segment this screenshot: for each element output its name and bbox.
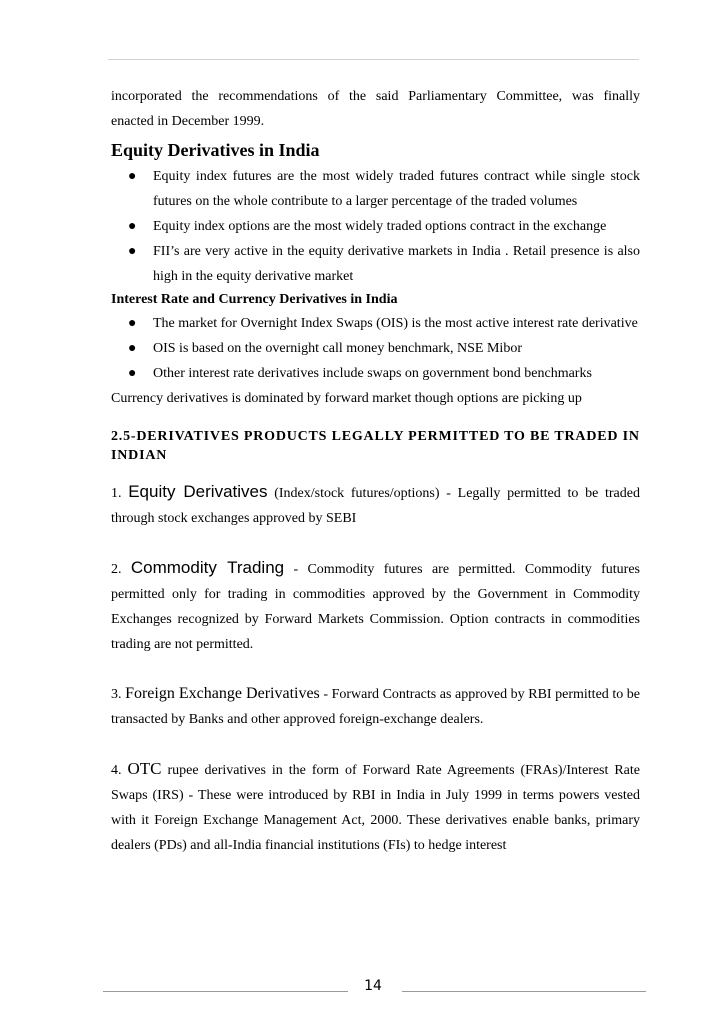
section-2-5-heading: 2.5-DERIVATIVES PRODUCTS LEGALLY PERMITTED TO BE TRADED IN INDIAN	[111, 429, 640, 463]
item-title: Commodity Trading	[130, 558, 285, 577]
item-body: rupee derivatives in the form of Forward Rate Agreements (FRAs)/Interest Rate Swaps (IRS) - These were introduced by RBI in India in July 1999 in terms powers vested with it Foreign Exchange Management Act, 2000. These derivatives enable banks, primary dealers (PDs) and all-India financial institutions (FIs) to hedge interest	[111, 763, 640, 853]
page-footer	[0, 976, 728, 1006]
item-forex	[111, 681, 640, 732]
item-number: 4.	[111, 763, 122, 778]
item-title: Equity Derivatives	[128, 482, 268, 501]
item-equity	[111, 479, 640, 531]
footer-rule-left	[103, 991, 348, 992]
item-body: - Commodity futures are permitted. Commodity futures permitted only for trading in commodities approved by the Government in Commodity Exchanges recognized by Forward Markets Commission. Option contracts in commodities trading are not permitted.	[111, 562, 641, 652]
bullet-icon: ●	[128, 341, 137, 356]
bullet-icon: ●	[128, 244, 137, 259]
intro-line-2: enacted in December 1999.	[111, 114, 265, 129]
item-title: OTC	[127, 759, 162, 778]
bullet-icon: ●	[128, 169, 137, 184]
item-title: Foreign Exchange Derivatives	[125, 685, 320, 702]
item-body: - Forward Contracts as approved by RBI permitted to be transacted by Banks and other approved foreign-exchange dealers.	[111, 687, 641, 727]
item-number: 3.	[111, 687, 122, 702]
bullet-icon: ●	[128, 366, 137, 381]
interest-heading: Interest Rate and Currency Derivatives in India	[111, 292, 398, 307]
equity-bullet-list	[111, 164, 640, 289]
item-body: (Index/stock futures/options) - Legally permitted to be traded through stock exchanges approved by SEBI	[111, 486, 640, 526]
footer-rule-right	[402, 991, 646, 992]
page-content	[111, 84, 640, 858]
list-item: ● OIS is based on the overnight call money benchmark, NSE Mibor	[111, 336, 640, 361]
list-item: ● Equity index options are the most widely traded options contract in the exchange	[111, 214, 640, 239]
intro-line-1: incorporated the recommendations of the said Parliamentary Committee, was finally	[111, 89, 640, 104]
item-commodity	[111, 555, 640, 657]
list-item: ● Other interest rate derivatives include swaps on government bond benchmarks	[111, 361, 640, 386]
item-otc	[111, 756, 640, 858]
item-number: 1.	[111, 486, 122, 501]
bullet-icon: ●	[128, 219, 137, 234]
bullet-icon: ●	[128, 316, 137, 331]
header-rule	[108, 59, 639, 60]
list-item: ● Equity index futures are the most widely traded futures contract while single stock futures on the whole contribute to a larger percentage of the traded volumes	[111, 164, 640, 214]
list-item: ● The market for Overnight Index Swaps (OIS) is the most active interest rate derivative	[111, 311, 640, 336]
list-item: ● FII’s are very active in the equity derivative markets in India . Retail presence is also high in the equity derivative market	[111, 239, 640, 289]
page-number: 14	[364, 978, 382, 994]
equity-heading: Equity Derivatives in India	[111, 140, 320, 160]
item-number: 2.	[111, 562, 122, 577]
currency-closing: Currency derivatives is dominated by forward market though options are picking up	[111, 391, 582, 406]
interest-bullet-list	[111, 311, 640, 386]
